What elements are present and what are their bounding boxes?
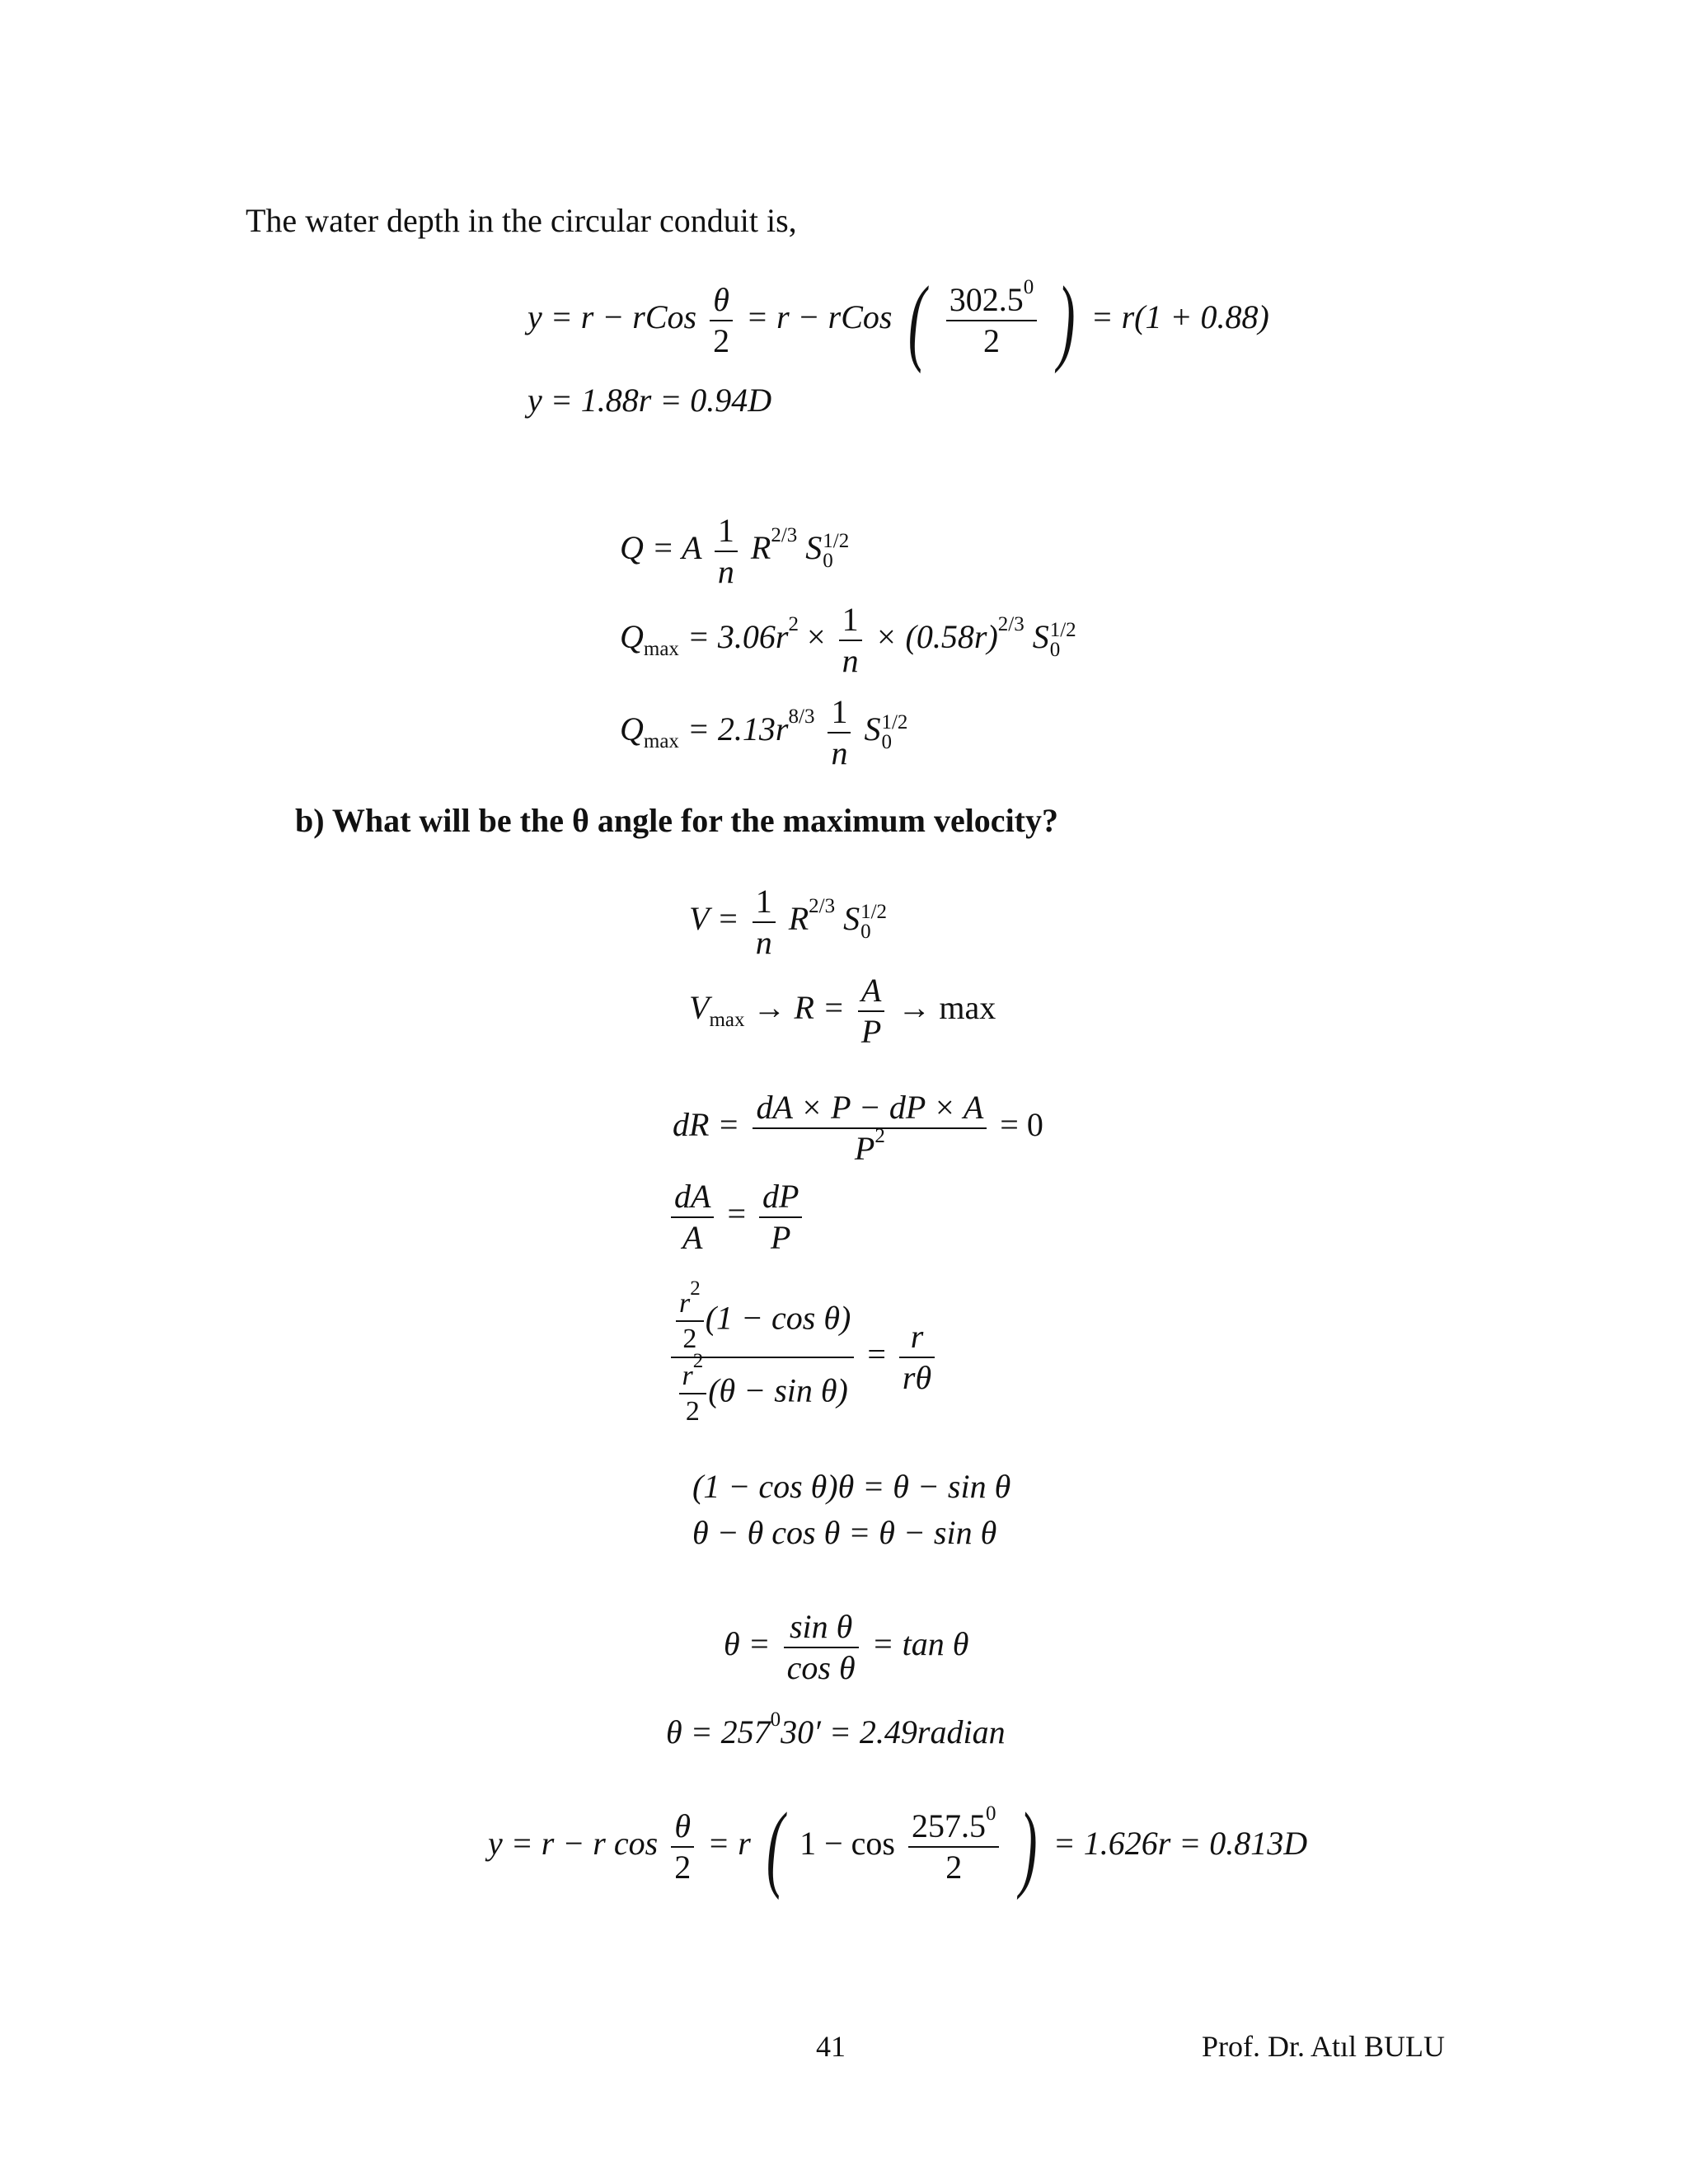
equation-qmax-1: $Q_{max} = 3.06r^2$ × $\frac{1}{n}$ × $(0.58r)^{2/3}$ S 1/2 0	[620, 601, 1076, 679]
equation-derivative: dR = $\frac{dA \times P - dP \times A}{P^2}$ = 0	[673, 1089, 1043, 1167]
equation-area-perimeter: $\frac{r^2}{2}$ (1 − cos θ) $\frac{r^2}{2}$ (θ − sin θ) = $\frac{r}{r\theta}$	[666, 1286, 940, 1429]
equation-simplify-1: (1 − cos θ)θ = θ − sin θ	[692, 1468, 1011, 1505]
page-number: 41	[816, 2030, 846, 2063]
section-heading-b: b) What will be the θ angle for the maximum velocity?	[295, 802, 1058, 839]
equation-simplify-2: θ − θ cos θ = θ − sin θ	[692, 1514, 997, 1551]
equation-depth-1: y = r − rCos $\frac{\theta}{2}$ = r − rCos ( $\frac{302.5^0}{2}$ ) = r(1 + 0.88)	[528, 266, 1269, 374]
equation-ratio: $\frac{dA}{A}$ = $\frac{dP}{P}$	[666, 1177, 807, 1258]
equation-vmax: $V_{max} \to R$ = $\frac{A}{P}$ → max	[689, 972, 996, 1050]
intro-text: The water depth in the circular conduit is,	[246, 202, 797, 239]
equation-tan: θ = $\frac{\text{sin θ}}{\text{cos θ}}$ = tan θ	[724, 1608, 969, 1686]
equation-angle-result: $\theta = 257^030'$ = 2.49radian	[666, 1708, 1006, 1750]
equation-depth-result: y = r − r cos $\frac{\theta}{2}$ = r ( 1 − cos $\frac{257.5^0}{2}$ ) = 1.626r = 0.813D	[488, 1793, 1308, 1900]
author-footer: Prof. Dr. Atıl BULU	[1202, 2030, 1446, 2063]
equation-depth-2: y = 1.88r = 0.94D	[528, 382, 772, 419]
equation-qmax-2: $Q_{max} = 2.13r^{8/3}$ $\frac{1}{n}$ S 1/2 0	[620, 693, 908, 771]
equation-velocity: V = $\frac{1}{n}$ $R^{2/3}$ S 1/2 0	[689, 883, 888, 961]
equation-discharge: Q = A $\frac{1}{n}$ $R^{2/3}$ S 1/2 0	[620, 512, 850, 590]
